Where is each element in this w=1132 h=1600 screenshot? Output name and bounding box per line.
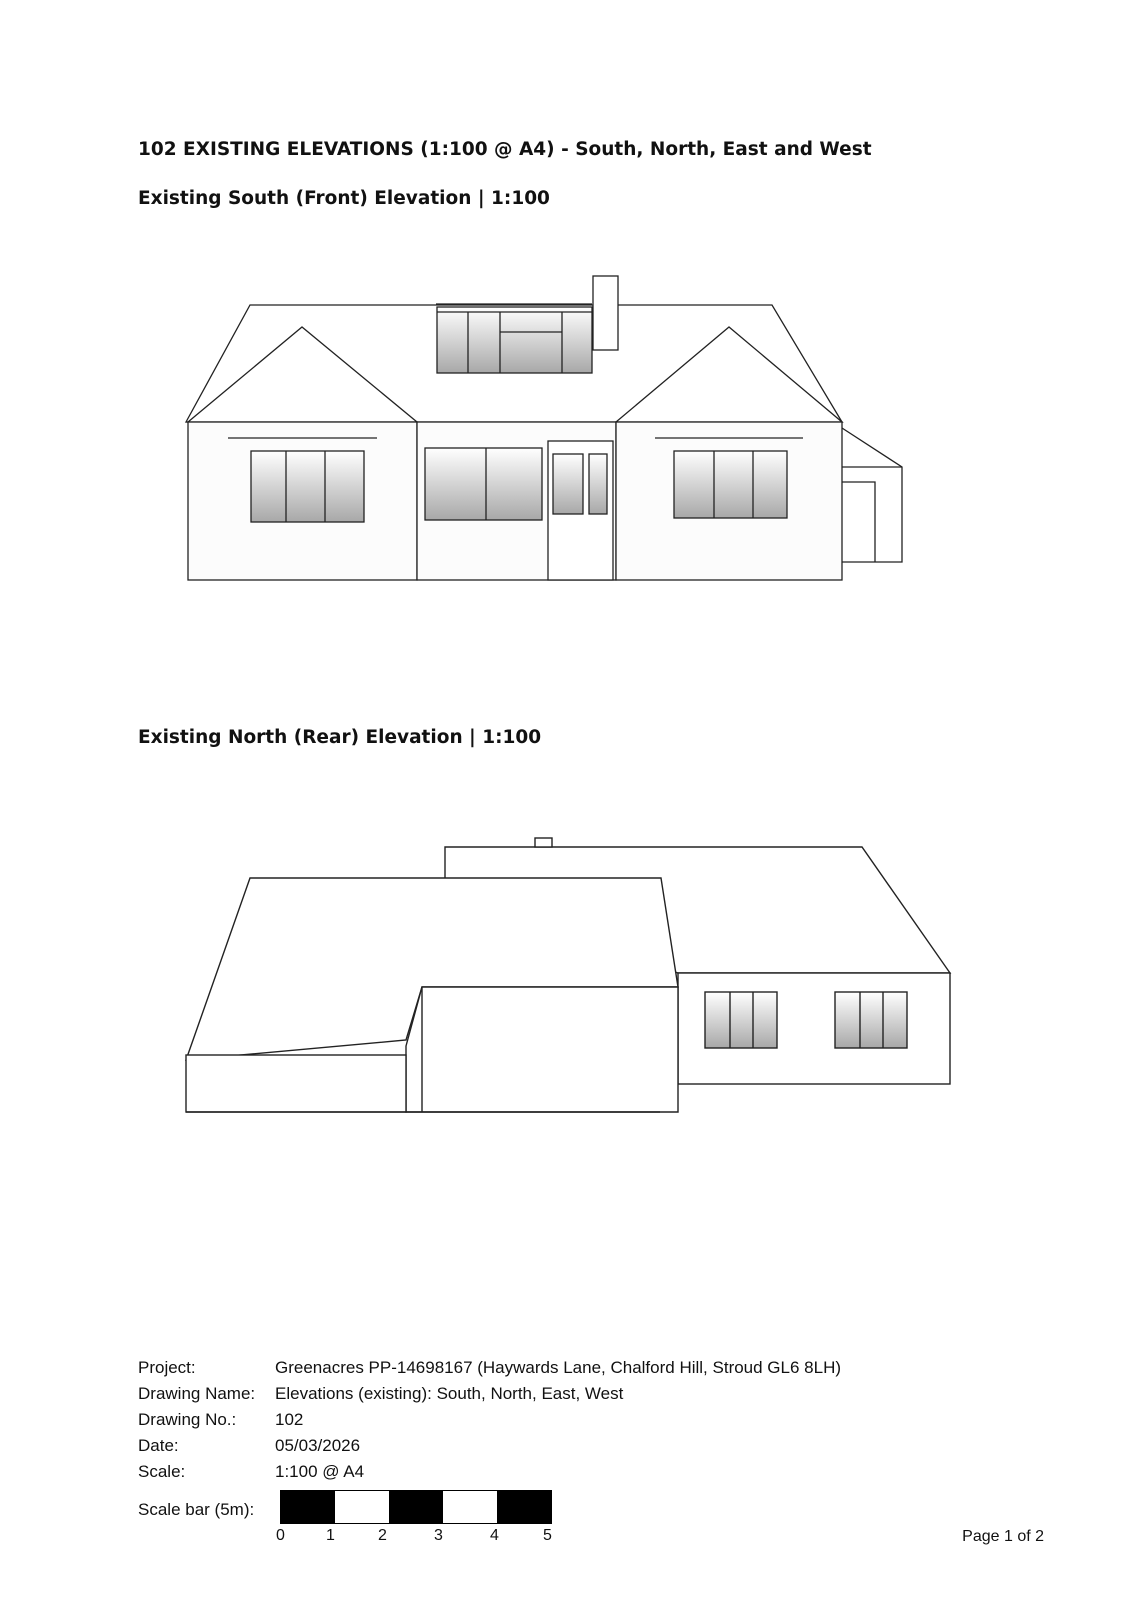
date-value: 05/03/2026 bbox=[275, 1436, 361, 1455]
scale-label: Scale: bbox=[138, 1462, 186, 1481]
drawing-name-row bbox=[138, 1381, 841, 1407]
rear-chimney bbox=[535, 838, 552, 847]
rear-extension bbox=[406, 987, 678, 1112]
scale-tick: 2 bbox=[378, 1527, 387, 1544]
drawing-no-row bbox=[138, 1407, 841, 1433]
side-extension bbox=[842, 428, 902, 562]
project-label: Project: bbox=[138, 1358, 196, 1377]
scale-bar-segment bbox=[497, 1491, 551, 1523]
scale-bar-segment bbox=[281, 1491, 335, 1523]
rear-window-right bbox=[835, 992, 907, 1048]
scale-bar-segment bbox=[389, 1491, 443, 1523]
drawing-no-value: 102 bbox=[275, 1410, 304, 1429]
chimney bbox=[593, 276, 618, 350]
drawing-title: 102 EXISTING ELEVATIONS (1:100 @ A4) - South, North, East and West bbox=[138, 139, 872, 160]
scale-tick: 1 bbox=[326, 1527, 335, 1544]
scale-bar-label: Scale bar (5m): bbox=[138, 1500, 255, 1519]
title-block bbox=[138, 1355, 841, 1485]
centre-window bbox=[425, 448, 542, 520]
scale-value: 1:100 @ A4 bbox=[275, 1462, 365, 1481]
drawing-name-value: Elevations (existing): South, North, East, West bbox=[275, 1384, 624, 1403]
project-value: Greenacres PP-14698167 (Haywards Lane, Chalford Hill, Stroud GL6 8LH) bbox=[275, 1358, 842, 1377]
rear-window-left bbox=[705, 992, 777, 1048]
scale-tick: 3 bbox=[434, 1527, 443, 1544]
scale-tick: 5 bbox=[543, 1527, 552, 1544]
north-elevation-drawing bbox=[0, 820, 1132, 1120]
date-label: Date: bbox=[138, 1436, 179, 1455]
south-elevation-title: Existing South (Front) Elevation | 1:100 bbox=[138, 188, 550, 209]
drawing-name-label: Drawing Name: bbox=[138, 1384, 256, 1403]
south-elevation-drawing bbox=[0, 260, 1132, 590]
date-row bbox=[138, 1433, 841, 1459]
scale-bar-segment bbox=[335, 1491, 389, 1523]
right-window bbox=[674, 451, 787, 518]
scale-row bbox=[138, 1459, 841, 1485]
project-row bbox=[138, 1355, 841, 1381]
scale-bar-segment bbox=[443, 1491, 497, 1523]
left-window bbox=[251, 451, 364, 522]
left-low-block bbox=[186, 1055, 406, 1112]
north-elevation-title: Existing North (Rear) Elevation | 1:100 bbox=[138, 727, 542, 748]
dormer-window bbox=[437, 307, 592, 373]
scale-bar bbox=[280, 1490, 552, 1524]
page-number: Page 1 of 2 bbox=[962, 1528, 1044, 1545]
scale-tick: 4 bbox=[490, 1527, 499, 1544]
drawing-no-label: Drawing No.: bbox=[138, 1410, 237, 1429]
scale-tick: 0 bbox=[276, 1527, 285, 1544]
